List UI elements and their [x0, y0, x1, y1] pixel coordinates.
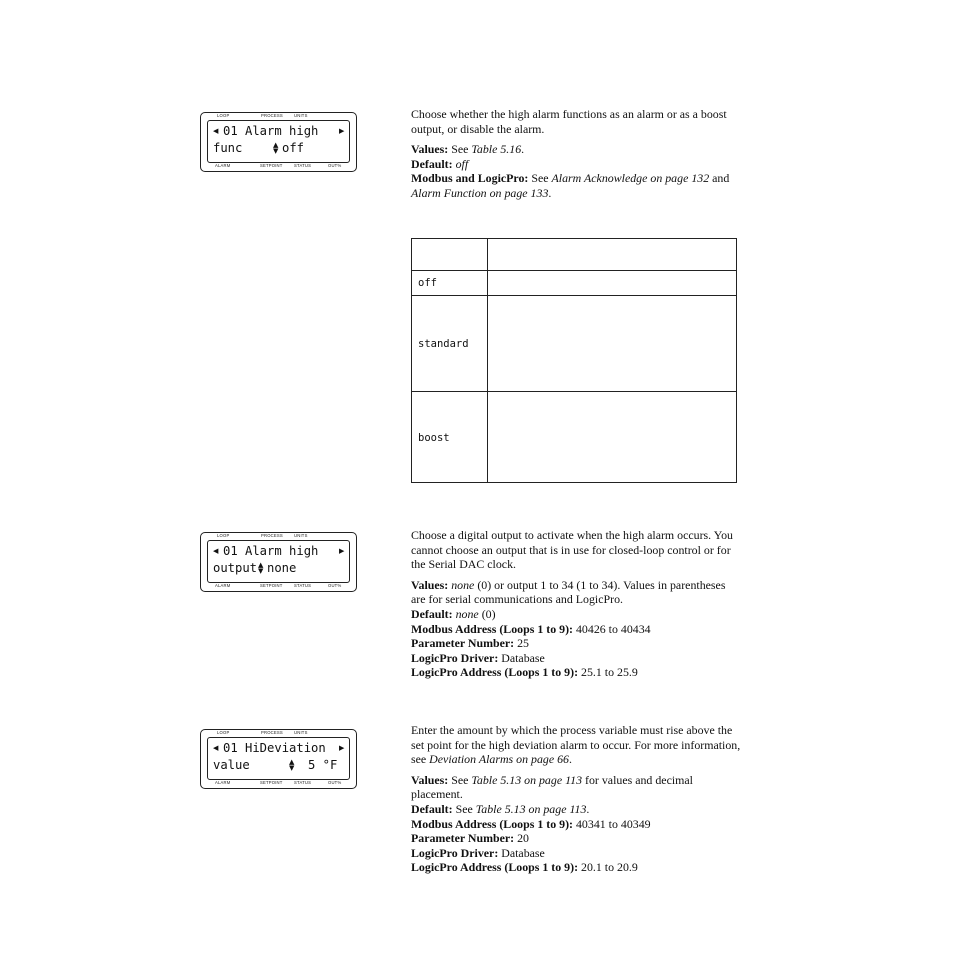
right-arrow-icon: ▶	[339, 547, 345, 555]
lcd-label-loop: LOOP	[217, 533, 230, 538]
table-cell-boost: boost	[418, 432, 450, 444]
lcd-screen	[207, 737, 350, 780]
lcd-label-alarm: ALARM	[215, 163, 231, 168]
values-line: Values: See Table 5.13 on page 113 for values and decimal placement.	[411, 772, 693, 802]
lcd-label-status: STATUS	[294, 583, 312, 588]
lcd-line-2-label: output	[213, 561, 258, 575]
logicpro-address-line: LogicPro Address (Loops 1 to 9): 20.1 to 20.9	[411, 860, 638, 875]
default-line: Default: off	[411, 156, 469, 171]
description: Choose a digital output to activate when the high alarm occurs. You cannot choose an output that is in use for closed-loop control or for the Serial DAC clock.	[411, 528, 733, 572]
logicpro-driver-line: LogicPro Driver: Database	[411, 845, 545, 860]
table-cell-standard: standard	[418, 338, 469, 350]
lcd-line-1: 01 HiDeviation	[223, 741, 326, 755]
logicpro-driver-line: LogicPro Driver: Database	[411, 650, 545, 665]
lcd-label-status: STATUS	[294, 163, 312, 168]
lcd-label-units: UNITS	[294, 113, 308, 118]
lcd-label-process: PROCESS	[261, 533, 283, 538]
lcd-screen	[207, 120, 350, 163]
section-alarm-function	[411, 107, 741, 201]
lcd-label-out: OUT%	[328, 163, 342, 168]
lcd-display-hideviation-value	[200, 729, 357, 789]
lcd-label-loop: LOOP	[217, 730, 230, 735]
lcd-label-setpoint: SETPOINT	[260, 583, 283, 588]
default-line: Default: none (0)	[411, 606, 496, 621]
lcd-display-alarm-output	[200, 532, 357, 592]
table-cell-off: off	[418, 277, 437, 289]
values-line: Values: none (0) or output 1 to 34 (1 to 34). Values in parentheses are for serial communications and LogicPro.	[411, 577, 726, 607]
row-divider	[412, 295, 736, 296]
lcd-label-setpoint: SETPOINT	[260, 163, 283, 168]
section-alarm-output	[411, 528, 741, 680]
lcd-line-2-value: none	[267, 561, 297, 575]
modbus-logicpro-line: Modbus and LogicPro: See Alarm Acknowledge on page 132 and Alarm Function on page 133.	[411, 171, 730, 200]
description: Choose whether the high alarm functions as an alarm or as a boost output, or disable the alarm.	[411, 107, 727, 136]
right-arrow-icon: ▶	[339, 744, 345, 752]
lcd-line-1: 01 Alarm high	[223, 124, 319, 138]
left-arrow-icon: ◀	[213, 127, 219, 135]
description: Enter the amount by which the process variable must rise above the set point for the high deviation alarm to occur. For more information, see Deviation Alarms on page 66.	[411, 723, 741, 767]
lcd-label-units: UNITS	[294, 730, 308, 735]
lcd-label-units: UNITS	[294, 533, 308, 538]
parameter-number-line: Parameter Number: 25	[411, 636, 529, 651]
row-divider	[412, 391, 736, 392]
modbus-address-line: Modbus Address (Loops 1 to 9): 40426 to 40434	[411, 621, 651, 636]
left-arrow-icon: ◀	[213, 547, 219, 555]
alarm-function-table	[411, 238, 737, 483]
right-arrow-icon: ▶	[339, 127, 345, 135]
section-high-deviation-value	[411, 723, 741, 875]
lcd-label-process: PROCESS	[261, 730, 283, 735]
logicpro-address-line: LogicPro Address (Loops 1 to 9): 25.1 to 25.9	[411, 665, 638, 680]
lcd-label-process: PROCESS	[261, 113, 283, 118]
lcd-label-out: OUT%	[328, 780, 342, 785]
column-divider	[487, 239, 488, 482]
row-divider	[412, 270, 736, 271]
lcd-screen	[207, 540, 350, 583]
up-down-arrow-icon: ▲ ▼	[273, 141, 279, 155]
default-line: Default: See Table 5.13 on page 113.	[411, 801, 590, 816]
lcd-display-alarm-func	[200, 112, 357, 172]
lcd-label-loop: LOOP	[217, 113, 230, 118]
modbus-address-line: Modbus Address (Loops 1 to 9): 40341 to 40349	[411, 816, 651, 831]
lcd-label-out: OUT%	[328, 583, 342, 588]
lcd-line-2-value: 5 °F	[308, 758, 338, 772]
lcd-line-1: 01 Alarm high	[223, 544, 319, 558]
lcd-line-2-label: value	[213, 758, 250, 772]
lcd-line-2-label: func	[213, 141, 243, 155]
lcd-label-alarm: ALARM	[215, 780, 231, 785]
parameter-number-line: Parameter Number: 20	[411, 831, 529, 846]
values-line: Values: See Table 5.16.	[411, 142, 525, 157]
lcd-line-2-value: off	[282, 141, 305, 155]
lcd-label-status: STATUS	[294, 780, 312, 785]
up-down-arrow-icon: ▲ ▼	[258, 561, 264, 575]
up-down-arrow-icon: ▲ ▼	[289, 758, 295, 772]
left-arrow-icon: ◀	[213, 744, 219, 752]
lcd-label-alarm: ALARM	[215, 583, 231, 588]
lcd-label-setpoint: SETPOINT	[260, 780, 283, 785]
